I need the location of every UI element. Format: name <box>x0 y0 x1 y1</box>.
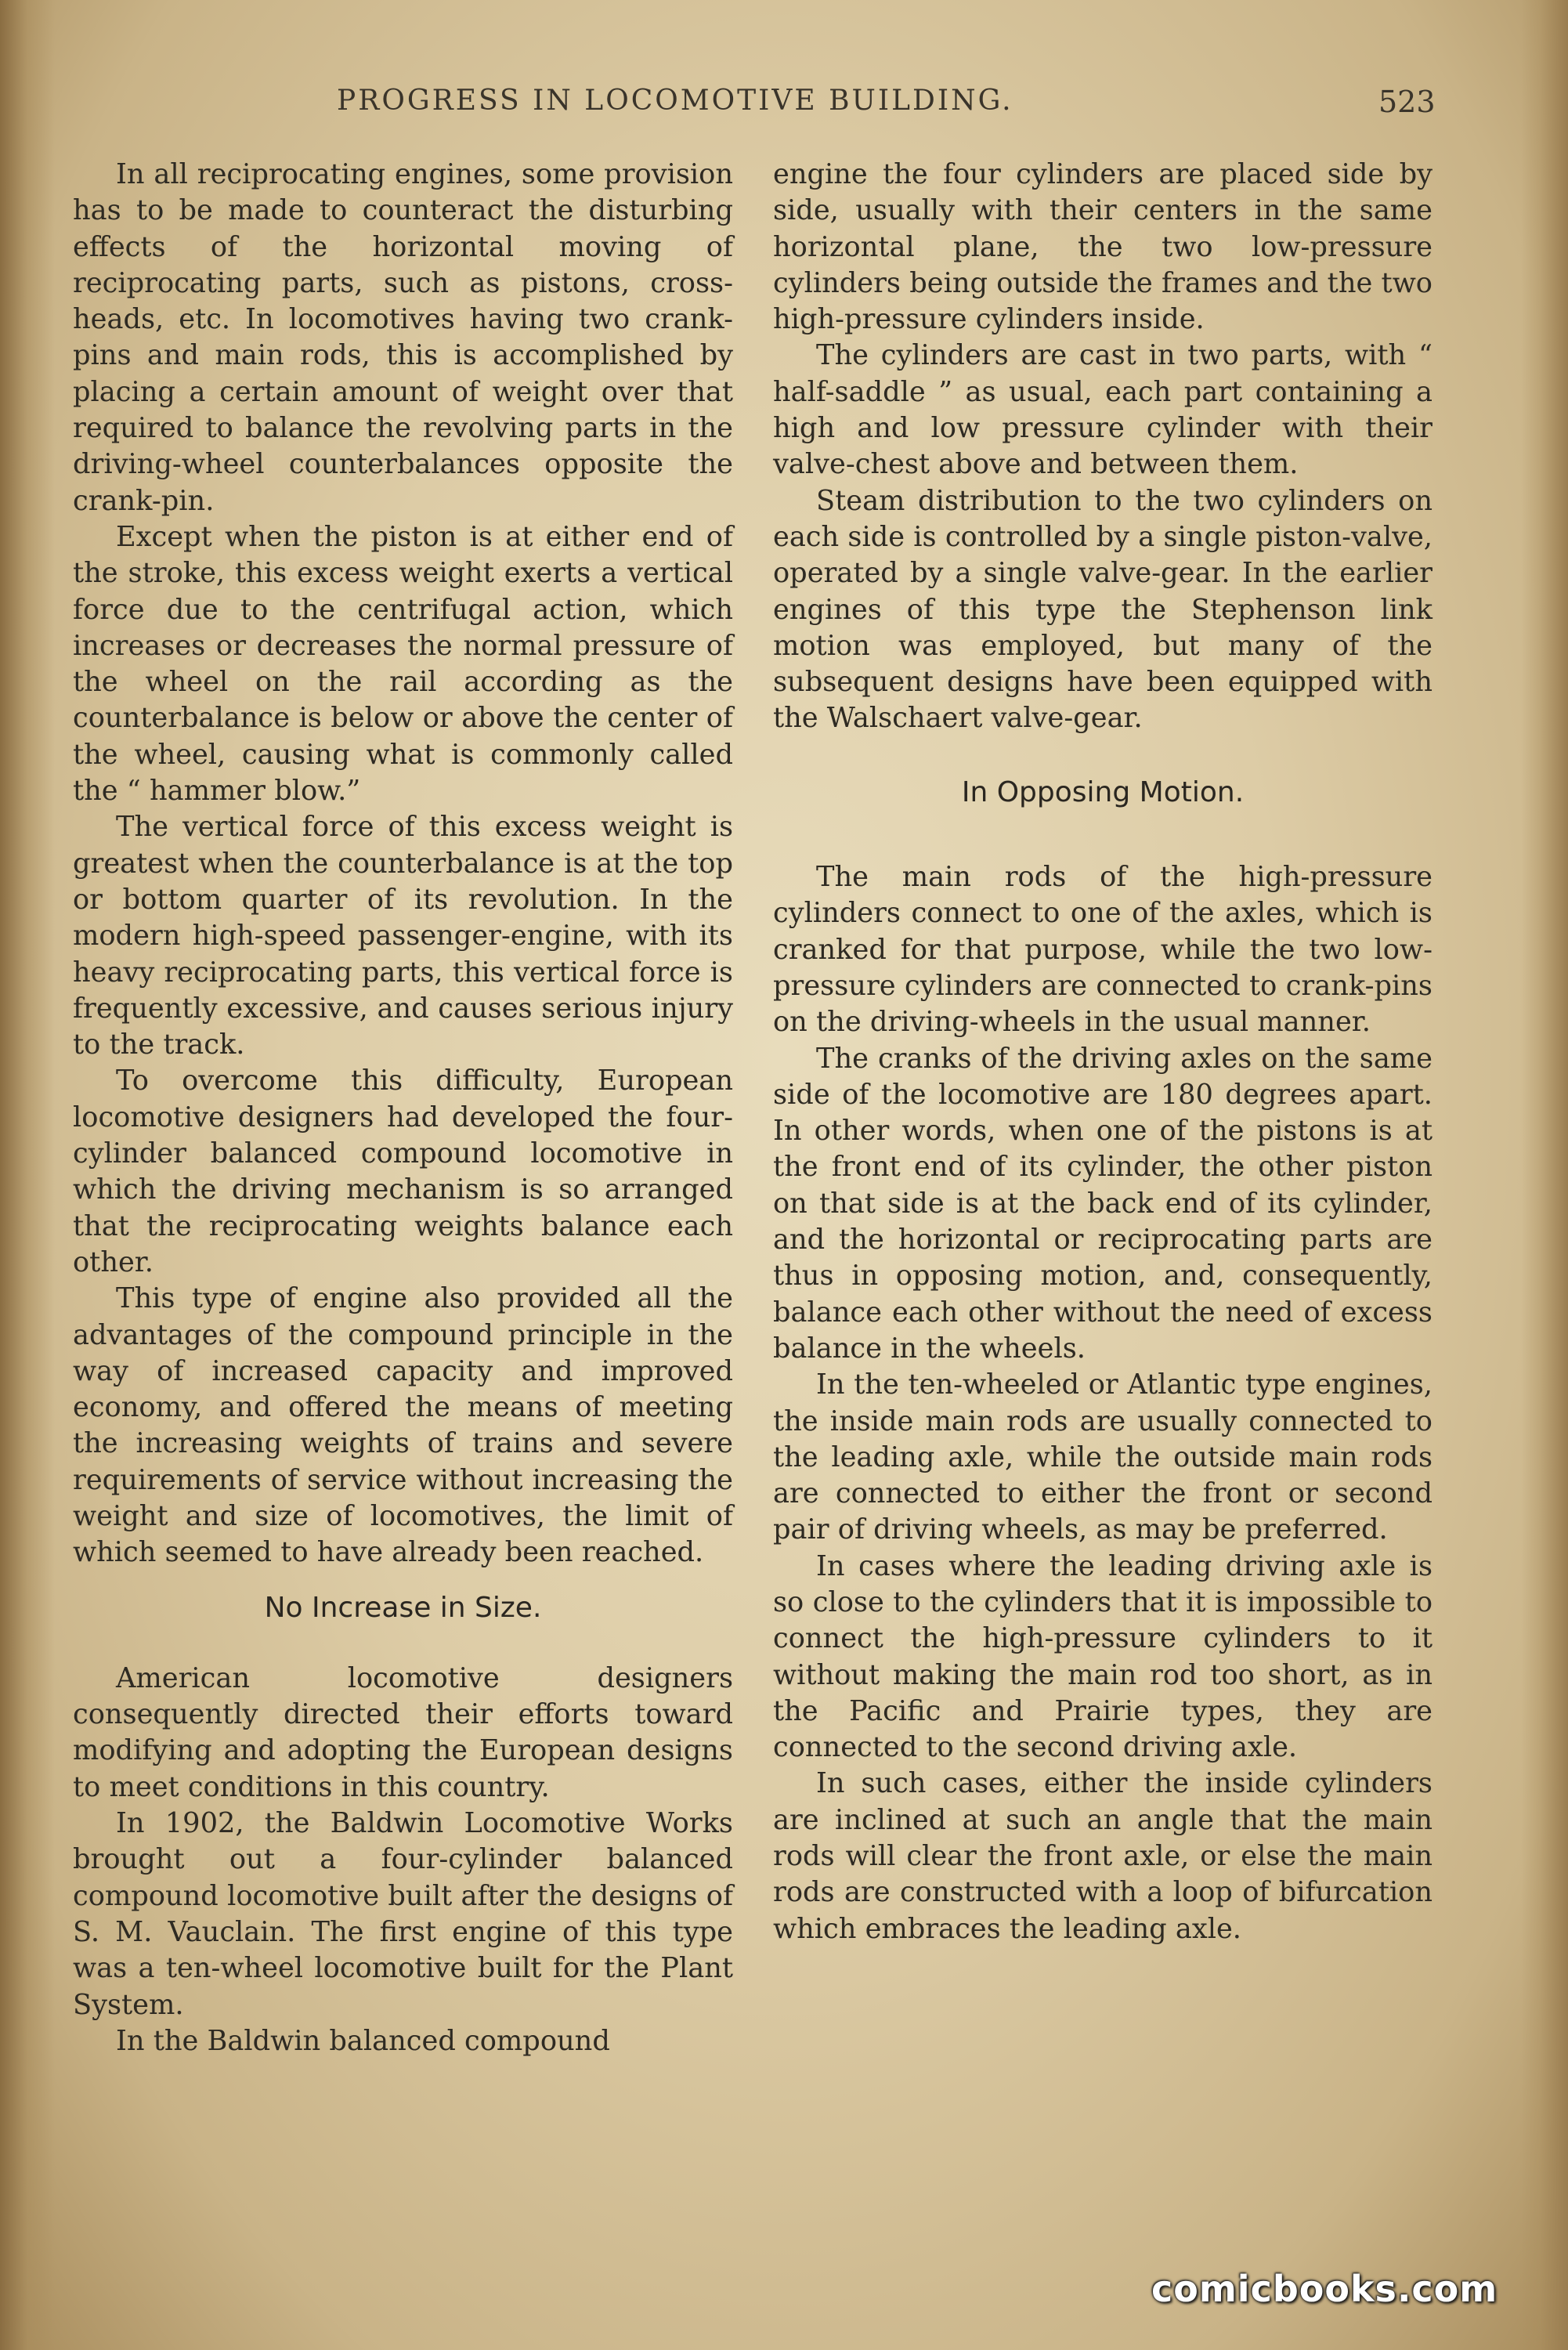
paragraph: In such cases, either the inside cylinders are inclined at such an angle that the main rods will clear the front axle, or else the main rods are constructed with a loop of bifurcation which embraces the leading axle. <box>773 1767 1433 1945</box>
paragraph: In cases where the leading driving axle is so close to the cylinders that it is impossible to connect the high-pressure cylinders to it without making the main rod too short, as in the Pacific and Prairie types, they are connected to the second driving axle. <box>773 1549 1433 1764</box>
running-title: PROGRESS IN LOCOMOTIVE BUILDING. <box>337 85 1013 117</box>
paragraph: The vertical force of this excess weight is greatest when the counterbalance is at the top or bottom quarter of its revolution. In the modern high-speed passenger-engine, with its heavy reciprocating parts, this vertical force is frequently excessive, and causes serious injury to the track. <box>73 811 733 1061</box>
paragraph: Steam distribution to the two cylinders on each side is controlled by a single piston-valve, operated by a single valve-gear. In the earlier engines of this type the Stephenson link motion was employed, but many of the subsequent designs have been equipped with the Walschaert valve-gear. <box>773 484 1433 735</box>
page-number: 523 <box>1378 85 1436 119</box>
paragraph: The cranks of the driving axles on the same side of the locomotive are 180 degrees apart. In other words, when one of the pistons is at the front end of its cylinder, the other piston on that side is at the back end of its cylinder, and the horizontal or reciprocating parts are thus in opposing motion, and, consequently, balance each other without the need of excess balance in the wheels. <box>773 1042 1433 1365</box>
paragraph: The cylinders are cast in two parts, with “ half-saddle ” as usual, each part containing a high and low pressure cylinder with their valve-chest above and between them. <box>773 339 1433 481</box>
paragraph: In 1902, the Baldwin Locomotive Works brought out a four-cylinder balanced compound locomotive built after the designs of S. M. Vauclain. The first engine of this type was a ten-wheel locomotive built for the Plant System. <box>73 1807 733 2021</box>
paragraph-continuation: engine the four cylinders are placed side by side, usually with their centers in the same horizontal plane, the two low-pressure cylinders being outside the frames and the two high-pressure cylinders inside. <box>773 158 1433 336</box>
section-heading: No Increase in Size. <box>264 1591 542 1624</box>
paragraph: In the Baldwin balanced compound <box>116 2024 610 2057</box>
page-edge-shadow-left <box>0 0 55 2350</box>
left-column <box>73 157 733 2059</box>
right-column <box>773 157 1433 1947</box>
page-edge-shadow-right <box>1521 0 1568 2350</box>
paragraph: This type of engine also provided all the advantages of the compound principle in the way of increased capacity and improved economy, and offered the means of meeting the increasing weights of trains and severe requirements of service without increasing the weight and size of locomotives, the limit of which seemed to have already been reached. <box>73 1282 733 1569</box>
paragraph: American locomotive designers consequently directed their efforts toward modifying and adopting the European designs to meet conditions in this country. <box>73 1661 733 1803</box>
paragraph: In the ten-wheeled or Atlantic type engines, the inside main rods are usually connected to the leading axle, while the outside main rods are connected to either the front or second pair of driving wheels, as may be preferred. <box>773 1368 1433 1546</box>
paragraph: To overcome this difficulty, European locomotive designers had developed the four-cylinder balanced compound locomotive in which the driving mechanism is so arranged that the reciprocating weights balance each other. <box>73 1065 733 1278</box>
paragraph: The main rods of the high-pressure cylinders connect to one of the axles, which is cranked for that purpose, while the two low-pressure cylinders are connected to crank-pins on the driving-wheels in the usual manner. <box>773 861 1433 1039</box>
paragraph: In all reciprocating engines, some provision has to be made to counteract the disturbing effects of the horizontal moving of reciprocating parts, such as pistons, cross-heads, etc. In locomotives having two crank-pins and main rods, this is accomplished by placing a certain amount of weight over that required to balance the revolving parts in the driving-wheel counterbalances opposite the crank-pin. <box>73 158 733 517</box>
paragraph: Except when the piston is at either end of the stroke, this excess weight exerts a vertical force due to the centrifugal action, which increases or decreases the normal pressure of the wheel on the rail according as the counterbalance is below or above the center of the wheel, causing what is commonly called the “ hammer blow.” <box>73 520 733 808</box>
section-heading: In Opposing Motion. <box>961 776 1245 808</box>
watermark: comicbooks.com <box>1151 2268 1498 2310</box>
